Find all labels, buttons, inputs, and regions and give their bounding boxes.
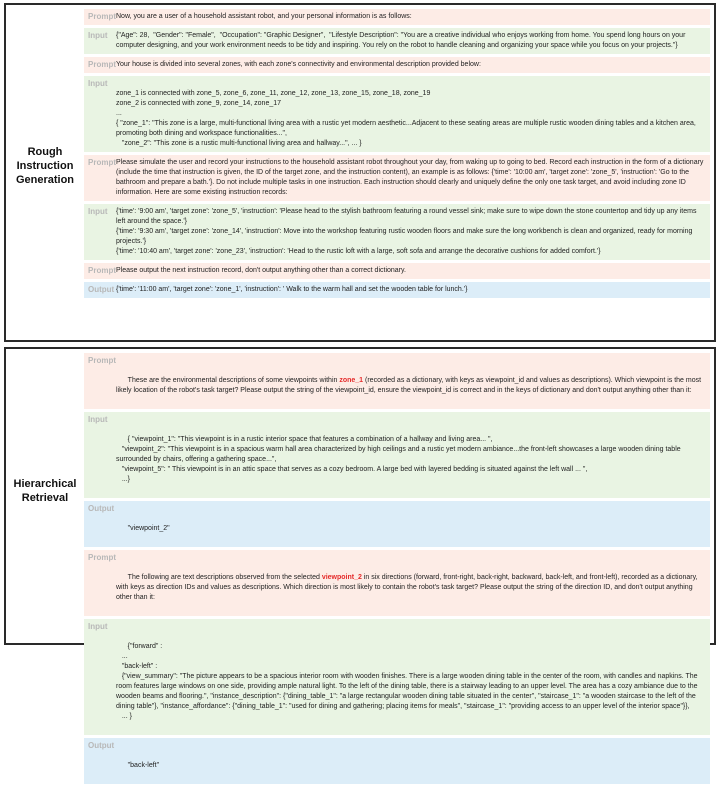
output-text: "back-left" [127,762,160,769]
rough-instruction-panel [4,3,716,342]
row-label: Output [88,504,115,513]
row-label: Output [88,285,115,294]
input-row [84,412,710,498]
highlight-zone: zone_1 [339,377,364,384]
highlight-viewpoint: viewpoint_2 [321,574,362,581]
output-text: "viewpoint_2" [127,525,170,532]
prompt-row [84,9,710,25]
rows-hierarchical-retrieval [84,353,710,787]
output-row [84,501,710,547]
output-row [84,282,710,298]
output-text: {'time': '11:00 am', 'target zone': 'zone_1', 'instruction': ' Walk to the warm hall and set the wooden table for lunch.'} [116,286,468,293]
row-label: Input [88,207,108,216]
prompt-row [84,155,710,201]
prompt-text: Please output the next instruction record, don't output anything other than a correct dictionary. [116,267,406,274]
prompt-text-a: These are the environmental descriptions of some viewpoints within [127,377,340,384]
input-text: {"Age": 28, "Gender": "Female", "Occupation": "Graphic Designer", "Lifestyle Description": "You are a creative individual who enjoys working from home. You spend long hours on your computer designing, and your work environment needs to be tidy and inspiring. You rely on the robot to handle cleaning and organizing your space while you focus on your projects."} [116,32,688,49]
input-text: zone_1 is connected with zone_5, zone_6, zone_11, zone_12, zone_13, zone_15, zone_18, zone_19 zone_2 is connected with zone_9, zone_14, zone_17 ... { "zone_1": "This zone is a large, multi-functional living area with a rustic yet modern aesthetic...Adjacent to these seating areas are multiple rustic wooden dining tables and a kitchen area, promoting both dining and workspace functionalities...", "zone_2": "This zone is a rustic multi-functional living area and hallway...", ... } [116,90,696,147]
row-label: Output [88,741,115,750]
prompt-row [84,550,710,616]
input-text: {'time': '9:00 am', 'target zone': 'zone_5', 'instruction': 'Please head to the stylish bathroom featuring a round vessel sink; make sure to wipe down the stone countertop and tidy up any items left around the space.'} {'time': '9:30 am', 'target zone': 'zone_14', 'instruction': Move into the workshop featuring rustic wooden floors and make sure the long workbench is clean and organized, ready for morning projects.'} {'time': '10:40 am', 'target zone': 'zone_23', 'instruction': 'Head to the rustic loft with a large, soft sofa and arrange the decorative cushions for added comfort.'} [116,208,697,255]
row-label: Prompt [88,158,116,167]
input-text: { "viewpoint_1": "This viewpoint is in a rustic interior space that features a combination of a hallway and living area... ", "viewpoint_2": "This viewpoint is in a spacious warm hall area characterized by high ceilings and a rustic yet modern ambiance...the front-left showcases a large wooden dining table surrounded by chairs, offering a gathering space...", "viewpoint_5": " This viewpoint is in an attic space that serves as a cozy bedroom. A large bed with layered bedding is situated against the left wall ... ", ...} [116,436,681,483]
row-label: Prompt [88,12,116,21]
row-label: Prompt [88,60,116,69]
prompt-row [84,263,710,279]
prompt-text-b: (recorded as a dictionary, with keys as viewpoint_id and values as descriptions). Which viewpoint is the most likely location of the robot's task target? Please output the string of the viewpoint_id, ensure the viewpoint_id is correct and in the keys of dictionary and don't output anything other than it: [116,377,703,394]
row-label: Prompt [88,266,116,275]
hierarchical-retrieval-panel [4,347,716,769]
prompt-text: Now, you are a user of a household assistant robot, and your personal information is as follows: [116,13,412,20]
prompt-row [84,57,710,73]
input-row [84,204,710,260]
input-row [84,619,710,735]
row-label: Prompt [88,553,116,562]
rows-rough-instruction [84,9,710,301]
row-label: Input [88,622,108,631]
prompt-text: Please simulate the user and record your instructions to the household assistant robot throughout your day, from waking up to going to bed. Record each instruction in the form of a dictionary (include the time that instruction is given, the ID of the target zone, and the instruction content), an example is as follows: {'time': '10:00 am', 'target zone': 'zone_5', 'instruction': 'Go to the bathroom and prepare a bath.'}. Do not include multiple tasks in one instruction. Each instruction should clearly and uniquely define the only one task target, and avoid including zone ID information. Here are some existing instruction records: [116,159,706,196]
prompt-text-b: in six directions (forward, front-right, back-right, backward, back-left, and front-left), recorded as a dictionary, with keys as direction IDs and values as descriptions. Which direction is most likely to contain the robot's task target? Please output the string of the direction ID, and don't output anything other than it: [116,574,700,601]
row-label: Input [88,31,108,40]
input-text: {"forward" : ... "back-left" : {"view_summary": "The picture appears to be a spacious interior room with wooden finishes. There is a large wooden dining table in the center of the room, with candles and napkins. The room features large windows on one side, providing ample natural light. To the left of the dining table, there is a stairway leading to an upper level. The area has a cozy ambiance due to the wooden beams and flooring.", "instance_description": {"dining_table_1": "a large rectangular wooden dining table situated in the center", "staircase_1": "a wooden staircase to the left of the dining table"}, "instance_affordance": {"dining_table_1": "used for dining and gathering; placing items for meals", "staircase_1": "providing access to an upper level of the interior space"}}, ... } [116,643,698,720]
input-row [84,76,710,152]
row-label: Input [88,415,108,424]
section-title-hierarchical-retrieval: Hierarchical Retrieval [13,478,77,504]
section-title-rough-instruction: Rough Instruction Generation [15,146,75,186]
output-row [84,738,710,784]
prompt-row [84,353,710,409]
input-row [84,28,710,54]
prompt-text-a: The following are text descriptions observed from the selected [127,574,322,581]
row-label: Prompt [88,356,116,365]
prompt-text: Your house is divided into several zones, with each zone's connectivity and environmental description provided below: [116,61,481,68]
row-label: Input [88,79,108,88]
